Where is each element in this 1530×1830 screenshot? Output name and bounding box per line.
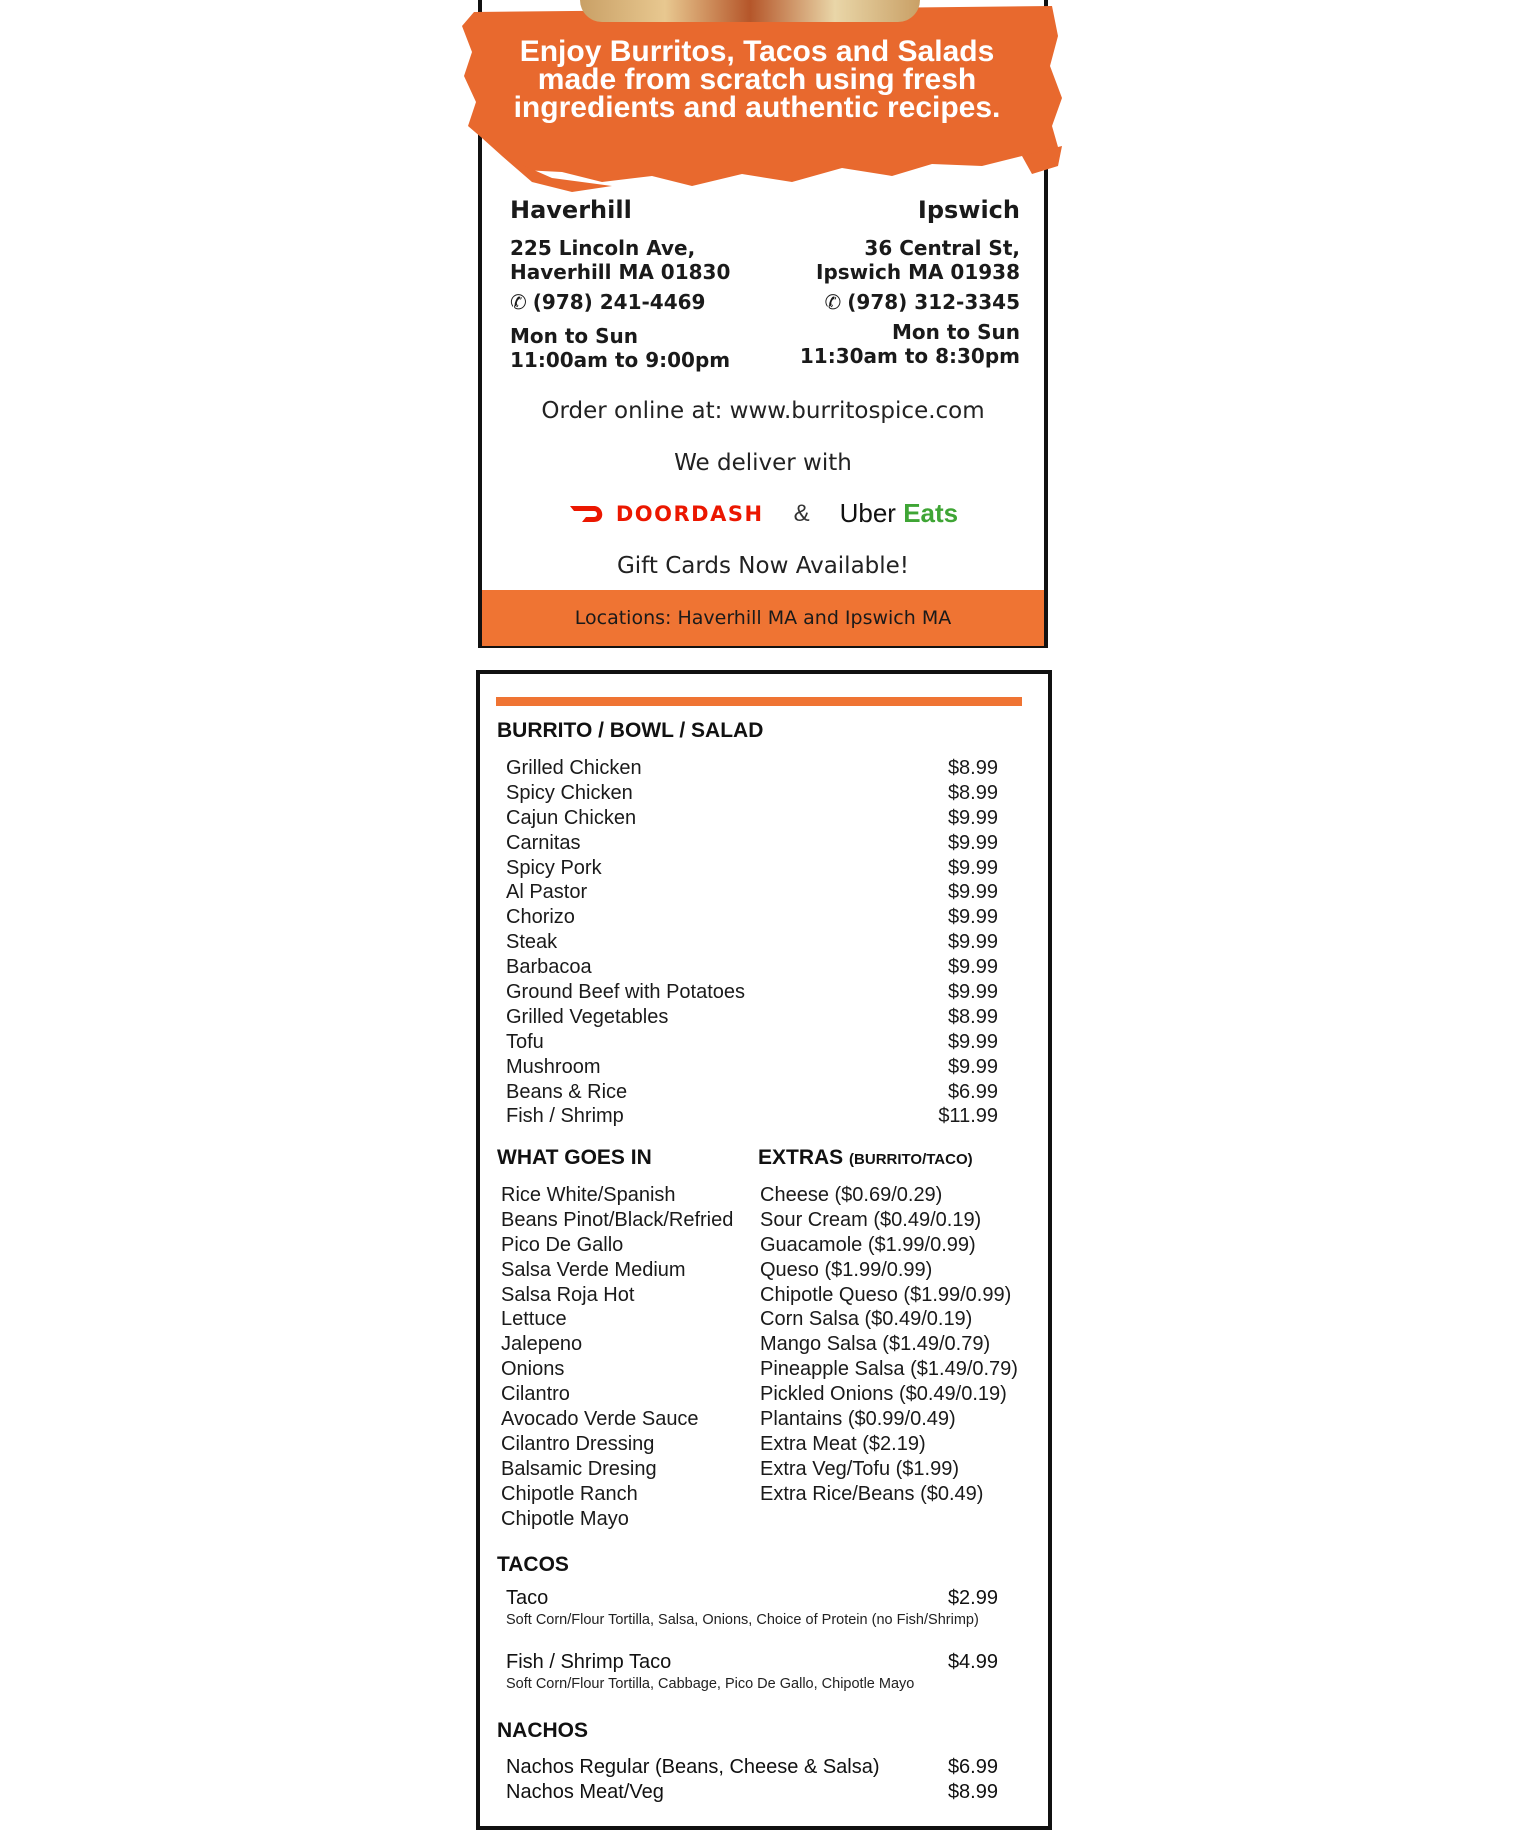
location-ipswich xyxy=(800,196,1020,368)
ingredient-item: Chipotle Mayo xyxy=(501,1507,629,1530)
location-city: Haverhill xyxy=(510,196,632,224)
locations-bar-text: Locations: Haverhill MA and Ipswich MA xyxy=(574,607,952,629)
menu-item-row xyxy=(506,1030,998,1055)
location-phone[interactable] xyxy=(510,290,730,314)
menu-item-name: Beans & Rice xyxy=(506,1080,628,1103)
menu-item-description: Soft Corn/Flour Tortilla, Salsa, Onions, Choice of Protein (no Fish/Shrimp) xyxy=(506,1611,979,1628)
ingredient-item: Avocado Verde Sauce xyxy=(501,1408,699,1431)
menu-item-name: Fish / Shrimp xyxy=(506,1105,624,1128)
food-photo xyxy=(580,0,920,22)
deliver-with-text: We deliver with xyxy=(674,450,852,476)
taco-item xyxy=(506,1587,998,1628)
ingredient-item: Cilantro Dressing xyxy=(501,1432,655,1455)
extra-item: Guacamole ($1.99/0.99) xyxy=(760,1233,976,1256)
taco-item xyxy=(506,1651,998,1692)
menu-item-price: $9.99 xyxy=(947,881,998,904)
menu-item-row xyxy=(506,905,998,930)
ingredient-item: Salsa Verde Medium xyxy=(501,1258,686,1281)
menu-item-price: $4.99 xyxy=(947,1651,998,1673)
ingredient-item: Balsamic Dresing xyxy=(501,1457,657,1480)
extras-subtitle: (BURRITO/TACO) xyxy=(849,1151,973,1168)
menu-item-name: Nachos Meat/Veg xyxy=(506,1780,664,1803)
extra-item: Cheese ($0.69/0.29) xyxy=(760,1184,943,1206)
order-online-link[interactable]: Order online at: www.burritospice.com xyxy=(541,398,985,424)
menu-item-price: $9.99 xyxy=(947,906,998,929)
menu-item-name: Al Pastor xyxy=(506,881,588,904)
ingredient-item: Cilantro xyxy=(501,1383,570,1406)
extra-item: Corn Salsa ($0.49/0.19) xyxy=(760,1308,973,1331)
menu-item-description: Soft Corn/Flour Tortilla, Cabbage, Pico De Gallo, Chipotle Mayo xyxy=(506,1675,915,1692)
menu-item-name: Nachos Regular (Beans, Cheese & Salsa) xyxy=(506,1756,880,1778)
menu-item-row xyxy=(506,756,998,781)
phone-number[interactable]: (978) 312-3345 xyxy=(847,290,1020,314)
ingredient-item: Jalepeno xyxy=(501,1333,583,1356)
menu-item-name: Fish / Shrimp Taco xyxy=(506,1651,672,1673)
location-haverhill xyxy=(510,196,730,372)
menu-item-name: Grilled Chicken xyxy=(506,757,642,779)
menu-item-price: $11.99 xyxy=(938,1105,998,1128)
menu-item-row xyxy=(506,806,998,831)
orange-divider xyxy=(496,697,1022,706)
locations-bar xyxy=(482,590,1044,646)
location-address-2: Haverhill MA 01830 xyxy=(510,260,731,284)
uber-label: Uber xyxy=(839,498,896,528)
menu-item-row xyxy=(506,1055,998,1080)
extra-item: Sour Cream ($0.49/0.19) xyxy=(760,1208,982,1231)
menu-item-price: $8.99 xyxy=(947,1780,998,1803)
menu-item-name: Ground Beef with Potatoes xyxy=(506,981,746,1004)
what-goes-in-list xyxy=(501,1183,733,1531)
phone-icon: ✆ xyxy=(510,290,527,314)
menu-item-price: $8.99 xyxy=(947,757,998,779)
extra-item: Pineapple Salsa ($1.49/0.79) xyxy=(760,1358,1018,1381)
extra-item: Extra Rice/Beans ($0.49) xyxy=(760,1482,984,1505)
menu-item-price: $9.99 xyxy=(947,1055,998,1078)
ubereats-logo xyxy=(840,498,959,529)
menu-item-row xyxy=(506,955,998,980)
menu-item-row xyxy=(506,1104,998,1129)
ampersand: & xyxy=(793,499,810,527)
gift-cards-text: Gift Cards Now Available! xyxy=(616,553,910,579)
extra-item: Extra Meat ($2.19) xyxy=(760,1432,926,1455)
menu-item-row xyxy=(506,1781,998,1806)
ingredient-item: Beans Pinot/Black/Refried xyxy=(501,1208,734,1231)
section-title-tacos: TACOS xyxy=(497,1553,569,1576)
phone-number[interactable]: (978) 241-4469 xyxy=(532,290,706,314)
menu-item-name: Spicy Chicken xyxy=(506,781,633,804)
menu-item-price: $9.99 xyxy=(947,1030,998,1053)
menu-item-price: $6.99 xyxy=(947,1756,998,1778)
menu-item-row xyxy=(506,980,998,1005)
menu-item-name: Barbacoa xyxy=(506,956,592,979)
doordash-logo xyxy=(568,502,764,526)
banner-text xyxy=(462,35,1052,124)
nachos-list xyxy=(506,1756,998,1806)
menu-item-price: $9.99 xyxy=(947,806,998,829)
menu-item-price: $8.99 xyxy=(947,781,998,804)
menu-item-name: Chorizo xyxy=(506,906,575,929)
eats-label: Eats xyxy=(903,498,959,528)
menu-item-row xyxy=(506,856,998,881)
burrito-list xyxy=(506,756,998,1129)
extra-item: Plantains ($0.99/0.49) xyxy=(760,1408,956,1431)
extras-list xyxy=(760,1183,1018,1507)
extra-item: Mango Salsa ($1.49/0.79) xyxy=(760,1333,991,1356)
menu-item-name: Carnitas xyxy=(506,831,581,854)
location-address-2: Ipswich MA 01938 xyxy=(816,260,1020,284)
banner-line-1: Enjoy Burritos, Tacos and Salads xyxy=(519,35,995,68)
section-title-nachos: NACHOS xyxy=(497,1719,589,1742)
banner-line-2: made from scratch using fresh xyxy=(537,63,977,96)
extra-item: Extra Veg/Tofu ($1.99) xyxy=(760,1457,960,1480)
location-address-1: 225 Lincoln Ave, xyxy=(510,236,696,260)
banner-line-3: ingredients and authentic recipes. xyxy=(513,91,1001,124)
menu-item-row xyxy=(506,880,998,905)
menu-item-name: Spicy Pork xyxy=(506,856,602,879)
menu-item-row xyxy=(506,831,998,856)
delivery-partners xyxy=(478,498,1048,529)
menu-item-name: Cajun Chicken xyxy=(506,806,637,829)
location-days: Mon to Sun xyxy=(510,324,638,348)
menu-item-name: Taco xyxy=(506,1587,549,1609)
doordash-icon xyxy=(568,503,608,525)
ingredient-item: Pico De Gallo xyxy=(501,1233,624,1256)
menu-item-name: Steak xyxy=(506,931,558,954)
ingredient-item: Chipotle Ranch xyxy=(501,1482,638,1505)
menu-item-row xyxy=(506,930,998,955)
menu-item-row xyxy=(506,1080,998,1105)
menu-item-name: Tofu xyxy=(506,1030,544,1053)
location-phone[interactable] xyxy=(800,290,1020,314)
menu-item-name: Grilled Vegetables xyxy=(506,1005,669,1028)
phone-icon: ✆ xyxy=(824,290,842,314)
ingredient-item: Lettuce xyxy=(501,1308,567,1331)
location-address-1: 36 Central St, xyxy=(864,236,1020,260)
section-title-what-goes-in: WHAT GOES IN xyxy=(497,1146,652,1169)
menu-item-row xyxy=(506,781,998,806)
section-title-extras xyxy=(758,1146,973,1170)
section-title-burrito: BURRITO / BOWL / SALAD xyxy=(497,719,764,742)
menu-item-row xyxy=(506,1756,998,1781)
extras-title: EXTRAS xyxy=(758,1146,844,1169)
menu-item-price: $9.99 xyxy=(947,931,998,954)
ingredient-item: Salsa Roja Hot xyxy=(501,1283,635,1306)
menu-item-price: $9.99 xyxy=(947,831,998,854)
menu-item-row xyxy=(506,1005,998,1030)
menu-item-price: $9.99 xyxy=(947,981,998,1004)
extra-item: Chipotle Queso ($1.99/0.99) xyxy=(760,1283,1012,1306)
location-days: Mon to Sun xyxy=(892,320,1020,344)
banner xyxy=(462,6,1064,196)
location-hours: 11:00am to 9:00pm xyxy=(510,348,731,372)
menu-item-price: $8.99 xyxy=(947,1005,998,1028)
menu-item-price: $9.99 xyxy=(947,956,998,979)
menu-item-price: $9.99 xyxy=(947,856,998,879)
location-city: Ipswich xyxy=(917,196,1020,224)
location-hours: 11:30am to 8:30pm xyxy=(799,344,1020,368)
menu-item-price: $2.99 xyxy=(947,1587,998,1609)
ingredient-item: Onions xyxy=(501,1358,565,1381)
extra-item: Pickled Onions ($0.49/0.19) xyxy=(760,1383,1007,1406)
doordash-label: DOORDASH xyxy=(615,501,764,526)
menu-item-name: Mushroom xyxy=(506,1055,601,1078)
ingredient-item: Rice White/Spanish xyxy=(501,1184,676,1206)
menu-item-price: $6.99 xyxy=(947,1080,998,1103)
extra-item: Queso ($1.99/0.99) xyxy=(760,1258,933,1281)
